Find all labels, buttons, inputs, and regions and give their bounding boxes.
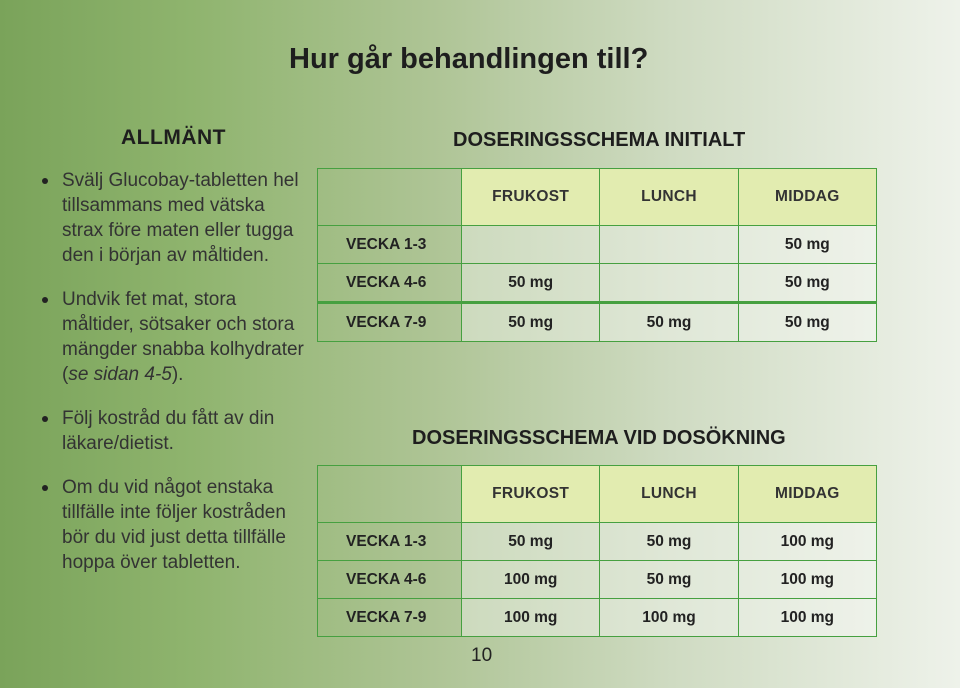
dose-cell: 100 mg bbox=[599, 599, 737, 636]
dose-cell: 50 mg bbox=[599, 561, 737, 598]
dose-cell bbox=[599, 264, 737, 301]
dose-cell: 50 mg bbox=[461, 304, 599, 341]
column-header: LUNCH bbox=[599, 169, 737, 225]
row-label: VECKA 4-6 bbox=[346, 273, 427, 291]
general-heading: ALLMÄNT bbox=[121, 126, 226, 149]
bullet-icon bbox=[42, 178, 48, 184]
row-label: VECKA 7-9 bbox=[346, 313, 427, 331]
dose-cell: 50 mg bbox=[738, 304, 876, 341]
page-reference: se sidan 4-5 bbox=[68, 364, 172, 385]
initial-schedule-heading: DOSERINGSSCHEMA INITIALT bbox=[453, 129, 746, 151]
table-row bbox=[318, 598, 876, 636]
table-header-row bbox=[318, 466, 876, 522]
increase-schedule-heading: DOSERINGSSCHEMA VID DOSÖKNING bbox=[412, 427, 786, 449]
dose-cell: 100 mg bbox=[738, 561, 876, 598]
list-item bbox=[42, 475, 310, 575]
dose-cell: 100 mg bbox=[738, 523, 876, 560]
list-item bbox=[42, 168, 310, 268]
column-header: FRUKOST bbox=[461, 169, 599, 225]
list-item-text: Svälj Glucobay-tabletten hel tillsammans med vätska strax före maten eller tugga den i början av måltiden. bbox=[62, 170, 299, 266]
list-item-text: Följ kostråd du fått av din läkare/dietist. bbox=[62, 408, 275, 454]
row-label: VECKA 7-9 bbox=[346, 608, 427, 626]
increase-schedule-table bbox=[317, 465, 877, 637]
page-number: 10 bbox=[471, 645, 493, 666]
table-row bbox=[318, 301, 876, 341]
initial-schedule-table bbox=[317, 168, 877, 342]
dose-cell bbox=[461, 226, 599, 263]
dose-cell: 50 mg bbox=[461, 264, 599, 301]
column-header: MIDDAG bbox=[738, 466, 876, 522]
row-label: VECKA 1-3 bbox=[346, 235, 427, 253]
row-label: VECKA 4-6 bbox=[346, 570, 427, 588]
list-item-text: Om du vid något enstaka tillfälle inte följer kostråden bör du vid just detta tillfälle hoppa över tabletten. bbox=[62, 477, 286, 573]
table-row bbox=[318, 225, 876, 263]
page-title: Hur går behandlingen till? bbox=[289, 43, 649, 75]
table-row bbox=[318, 263, 876, 301]
bullet-icon bbox=[42, 485, 48, 491]
dose-cell: 100 mg bbox=[461, 561, 599, 598]
list-item bbox=[42, 287, 310, 387]
dose-cell: 100 mg bbox=[461, 599, 599, 636]
dose-cell: 50 mg bbox=[599, 304, 737, 341]
dose-cell: 50 mg bbox=[461, 523, 599, 560]
list-item bbox=[42, 406, 310, 456]
dose-cell: 50 mg bbox=[738, 226, 876, 263]
bullet-icon bbox=[42, 297, 48, 303]
general-advice-list bbox=[42, 168, 310, 575]
column-header: MIDDAG bbox=[738, 169, 876, 225]
row-label: VECKA 1-3 bbox=[346, 532, 427, 550]
table-row bbox=[318, 522, 876, 560]
bullet-icon bbox=[42, 416, 48, 422]
header-corner bbox=[318, 466, 461, 522]
list-item-text: Undvik fet mat, stora måltider, sötsaker och stora mängder snabba kolhydrater (se sidan 4-5). bbox=[62, 289, 304, 385]
table-header-row bbox=[318, 169, 876, 225]
dose-cell: 50 mg bbox=[599, 523, 737, 560]
column-header: LUNCH bbox=[599, 466, 737, 522]
dose-cell bbox=[599, 226, 737, 263]
header-corner bbox=[318, 169, 461, 225]
column-header: FRUKOST bbox=[461, 466, 599, 522]
table-row bbox=[318, 560, 876, 598]
dose-cell: 50 mg bbox=[738, 264, 876, 301]
dose-cell: 100 mg bbox=[738, 599, 876, 636]
